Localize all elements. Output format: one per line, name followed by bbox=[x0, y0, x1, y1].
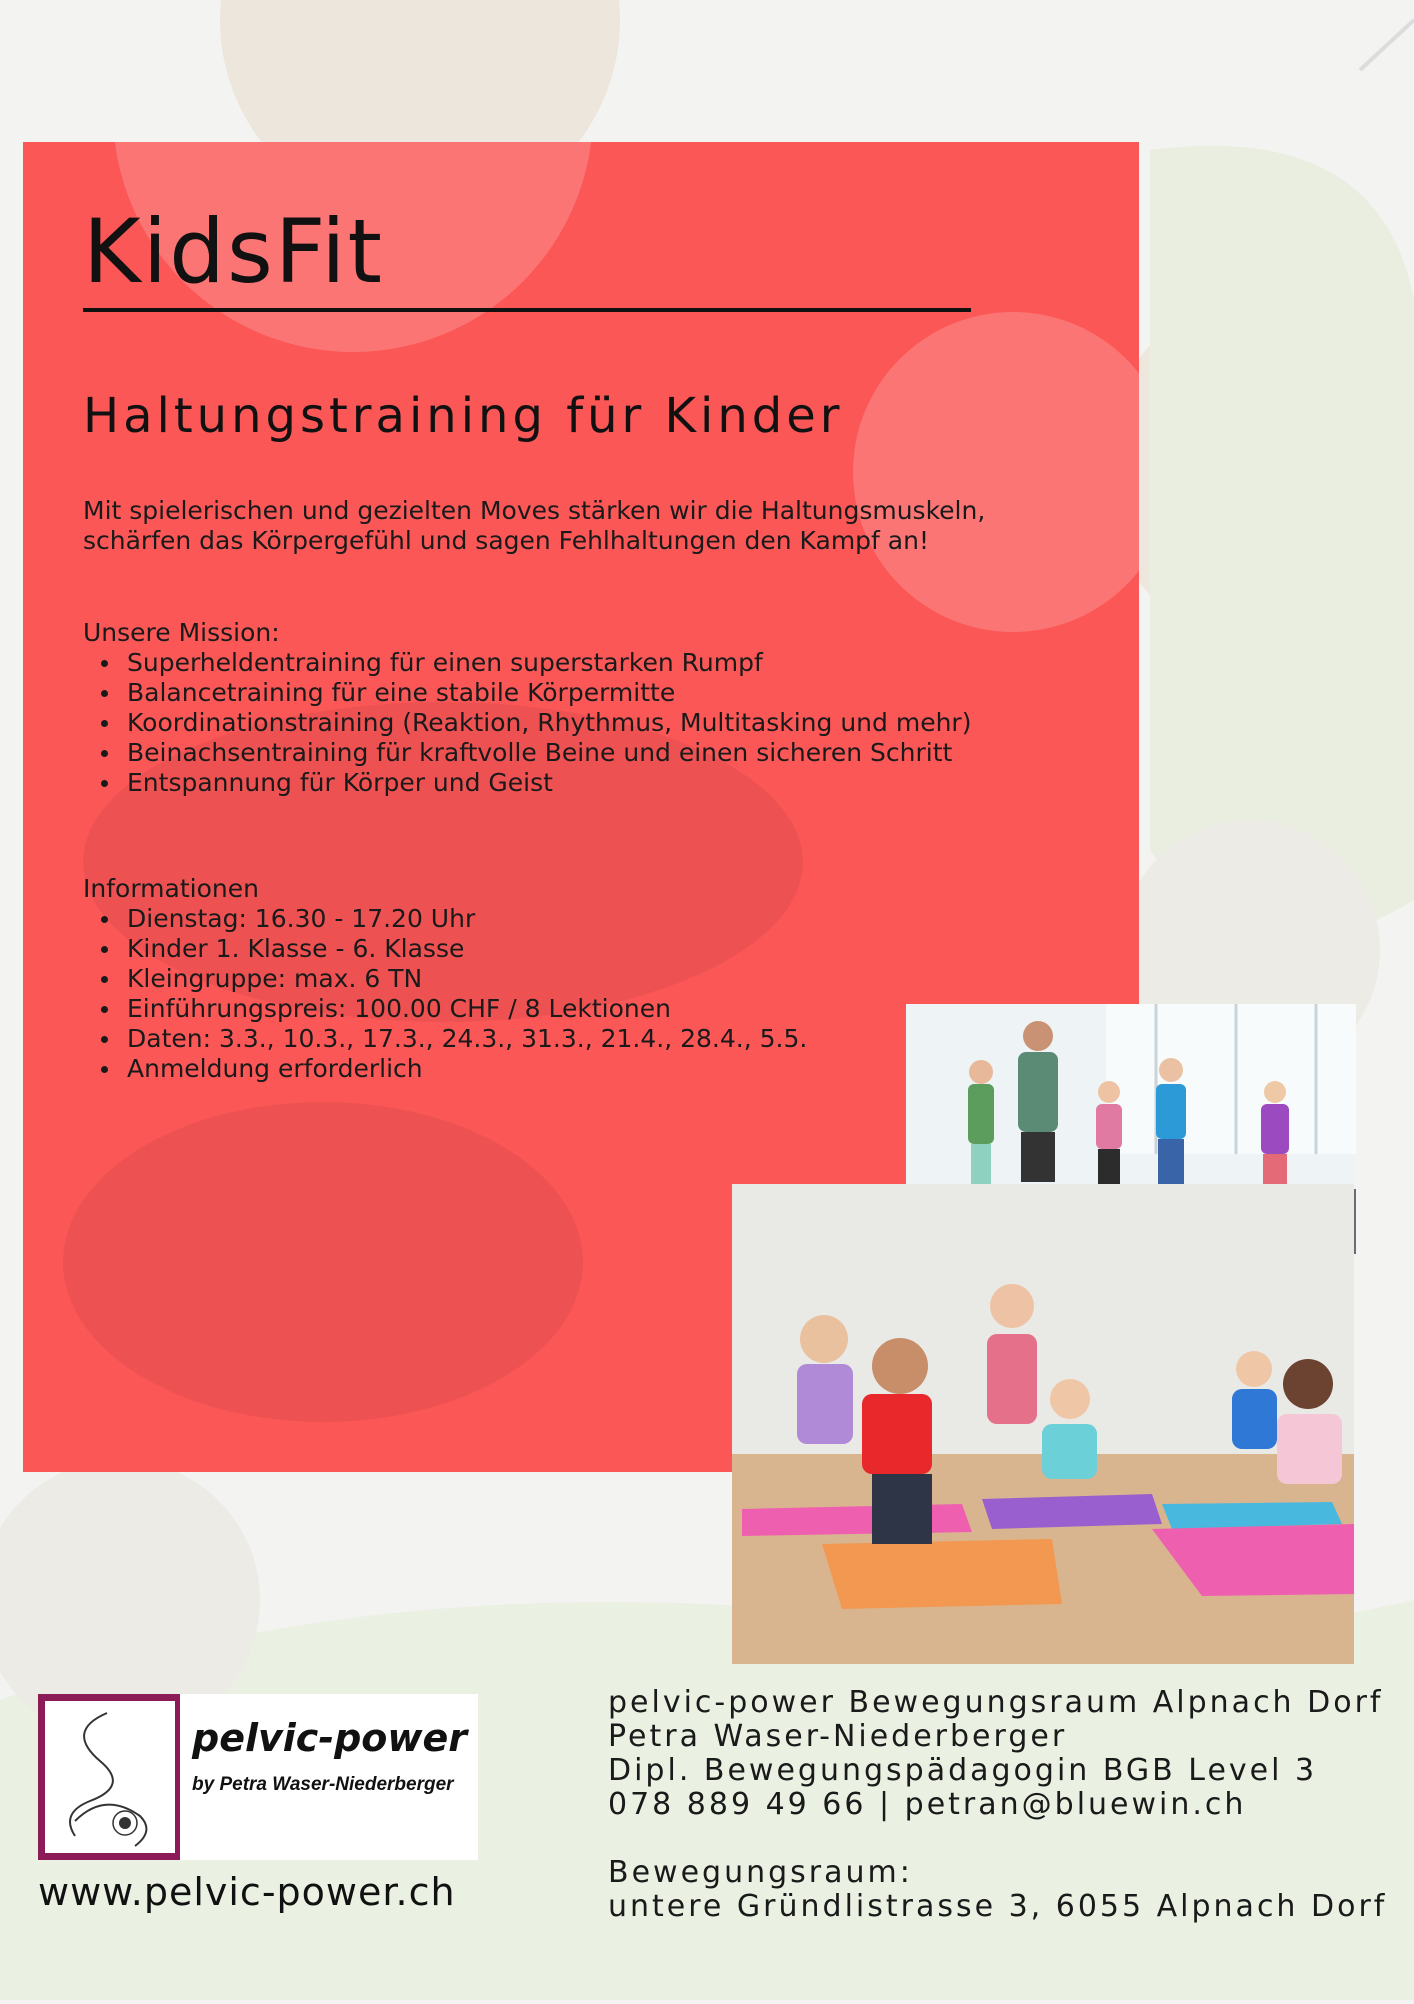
list-item: Entspannung für Körper und Geist bbox=[127, 768, 971, 798]
list-item: Kleingruppe: max. 6 TN bbox=[127, 964, 807, 994]
photo-kids-yoga-image bbox=[732, 1184, 1354, 1664]
logo-byline: by Petra Waser-Niederberger bbox=[192, 1774, 454, 1795]
subtitle: Haltungstraining für Kinder bbox=[83, 388, 844, 444]
contact-address: untere Gründlistrasse 3, 6055 Alpnach Dorf bbox=[608, 1889, 1388, 1924]
pelvic-power-logo bbox=[38, 1694, 478, 1860]
contact-spacer bbox=[608, 1822, 1387, 1856]
list-item: Balancetraining für eine stabile Körpermitte bbox=[127, 678, 971, 708]
intro-text: Mit spielerischen und gezielten Moves stärken wir die Haltungsmuskeln, schärfen das Körpergefühl und sagen Fehlhaltungen den Kampf an! bbox=[83, 496, 986, 555]
contact-line: pelvic-power Bewegungsraum Alpnach Dorf bbox=[608, 1685, 1384, 1720]
list-item: Beinachsentraining für kraftvolle Beine und einen sicheren Schritt bbox=[127, 738, 971, 768]
list-item: Kinder 1. Klasse - 6. Klasse bbox=[127, 934, 807, 964]
list-item: Dienstag: 16.30 - 17.20 Uhr bbox=[127, 904, 807, 934]
contact-line: Petra Waser-Niederberger bbox=[608, 1719, 1068, 1754]
title-underline bbox=[83, 308, 971, 312]
website-link[interactable]: www.pelvic-power.ch bbox=[38, 1870, 456, 1914]
list-item: Superheldentraining für einen superstarken Rumpf bbox=[127, 648, 971, 678]
mission-heading: Unsere Mission: bbox=[83, 618, 280, 647]
list-item: Anmeldung erforderlich bbox=[127, 1054, 807, 1084]
logo-name: pelvic-power bbox=[192, 1716, 468, 1760]
contact-line: Bewegungsraum: bbox=[608, 1855, 913, 1890]
contact-block bbox=[608, 1686, 1387, 1924]
info-list bbox=[83, 904, 807, 1084]
info-heading: Informationen bbox=[83, 874, 259, 903]
contact-phone-email[interactable]: 078 889 49 66 | petran@bluewin.ch bbox=[608, 1787, 1247, 1822]
mission-list bbox=[83, 648, 971, 798]
list-item: Koordinationstraining (Reaktion, Rhythmus, Multitasking und mehr) bbox=[127, 708, 972, 737]
page-title: KidsFit bbox=[83, 200, 385, 303]
photo-kids-yoga bbox=[732, 1184, 1354, 1664]
list-item: Daten: 3.3., 10.3., 17.3., 24.3., 31.3., 21.4., 28.4., 5.5. bbox=[127, 1024, 808, 1053]
list-item: Einführungspreis: 100.00 CHF / 8 Lektionen bbox=[127, 994, 807, 1024]
pelvis-swirl-icon bbox=[45, 1701, 175, 1853]
contact-line: Dipl. Bewegungspädagogin BGB Level 3 bbox=[608, 1753, 1318, 1788]
logo-mark bbox=[38, 1694, 180, 1860]
